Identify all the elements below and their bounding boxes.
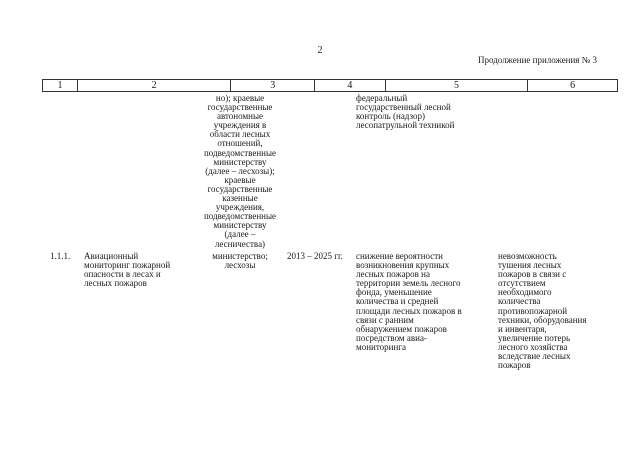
row-col4-period: 2013 – 2025 гг. — [287, 251, 343, 261]
text-line: отношений, — [217, 138, 263, 149]
text-line: вследствие лесных — [498, 351, 571, 362]
text-line: мониторинг пожарной — [84, 260, 171, 271]
text-line: (далее – — [224, 229, 256, 240]
text-line: государственные — [207, 102, 273, 113]
text-line: техники, оборудования — [498, 314, 587, 325]
text-line: учреждения в — [213, 120, 267, 131]
text-line: министерству — [213, 220, 267, 231]
row-col2-measure — [84, 252, 190, 288]
text-line: возникновения крупных — [356, 260, 450, 271]
text-line: увеличение потерь — [498, 332, 571, 343]
text-line: (далее – лесхозы); — [205, 165, 275, 176]
text-line: мониторинга — [356, 341, 406, 352]
text-line: лесничества) — [214, 238, 266, 249]
text-line: автономные — [216, 111, 264, 122]
text-line: невозможность — [498, 251, 557, 261]
page-number: 2 — [317, 45, 323, 56]
text-line: фонда, уменьшение — [356, 287, 432, 298]
column-header-6: 6 — [570, 80, 576, 91]
prev-row-col5 — [356, 94, 496, 130]
text-line: отсутствием — [498, 278, 546, 289]
text-line: тушения лесных — [498, 260, 562, 271]
text-line: подведомственные — [203, 147, 277, 158]
text-line: учреждения, — [215, 202, 265, 213]
text-line: лесопатрульной техникой — [356, 120, 455, 131]
column-header-1: 1 — [43, 80, 78, 91]
column-header-5: 5 — [386, 80, 529, 91]
row-col5-result — [356, 252, 496, 352]
text-line: лесных пожаров на — [356, 269, 430, 280]
text-line: и инвентаря, — [498, 323, 547, 334]
text-line: опасности в лесах и — [84, 269, 161, 280]
column-header-3: 3 — [231, 80, 315, 91]
text-line: краевые — [224, 174, 256, 185]
table-header-row — [42, 79, 618, 92]
text-line: подведомственные — [203, 211, 277, 222]
column-header-2: 2 — [78, 80, 231, 91]
text-line: необходимого — [498, 287, 552, 298]
text-line: Авиационный — [84, 251, 139, 261]
text-line: пожаров в связи с — [498, 269, 567, 280]
text-line: контроль (надзор) — [356, 111, 425, 122]
text-line: пожаров — [498, 360, 531, 371]
row-col6-consequences — [498, 252, 618, 370]
row-col3-executors — [196, 252, 284, 270]
text-line: снижение вероятности — [356, 251, 443, 261]
row-number: 1.1.1. — [50, 251, 71, 261]
continuation-label: Продолжение приложения № 3 — [477, 55, 597, 65]
text-line: количества — [498, 296, 541, 307]
text-line: но); краевые — [215, 93, 265, 103]
text-line: площади лесных пожаров в — [356, 305, 462, 316]
prev-row-col3 — [196, 94, 284, 249]
text-line: федеральный — [356, 93, 408, 103]
column-header-4: 4 — [315, 80, 386, 91]
text-line: казенные — [222, 193, 258, 204]
text-line: министерству — [213, 156, 267, 167]
text-line: количества и средней — [356, 296, 439, 307]
text-line: связи с ранним — [356, 314, 414, 325]
text-line: территории земель лесного — [356, 278, 461, 289]
text-line: лесного хозяйства — [498, 341, 568, 352]
text-line: посредством авиа- — [356, 332, 427, 343]
text-line: государственный лесной — [356, 102, 451, 113]
text-line: государственные — [207, 183, 273, 194]
text-line: противопожарной — [498, 305, 568, 316]
text-line: области лесных — [209, 129, 271, 140]
text-line: лесхозы — [224, 260, 256, 271]
text-line: обнаружением пожаров — [356, 323, 447, 334]
text-line: министерство; — [212, 251, 268, 261]
text-line: лесных пожаров — [84, 278, 147, 289]
